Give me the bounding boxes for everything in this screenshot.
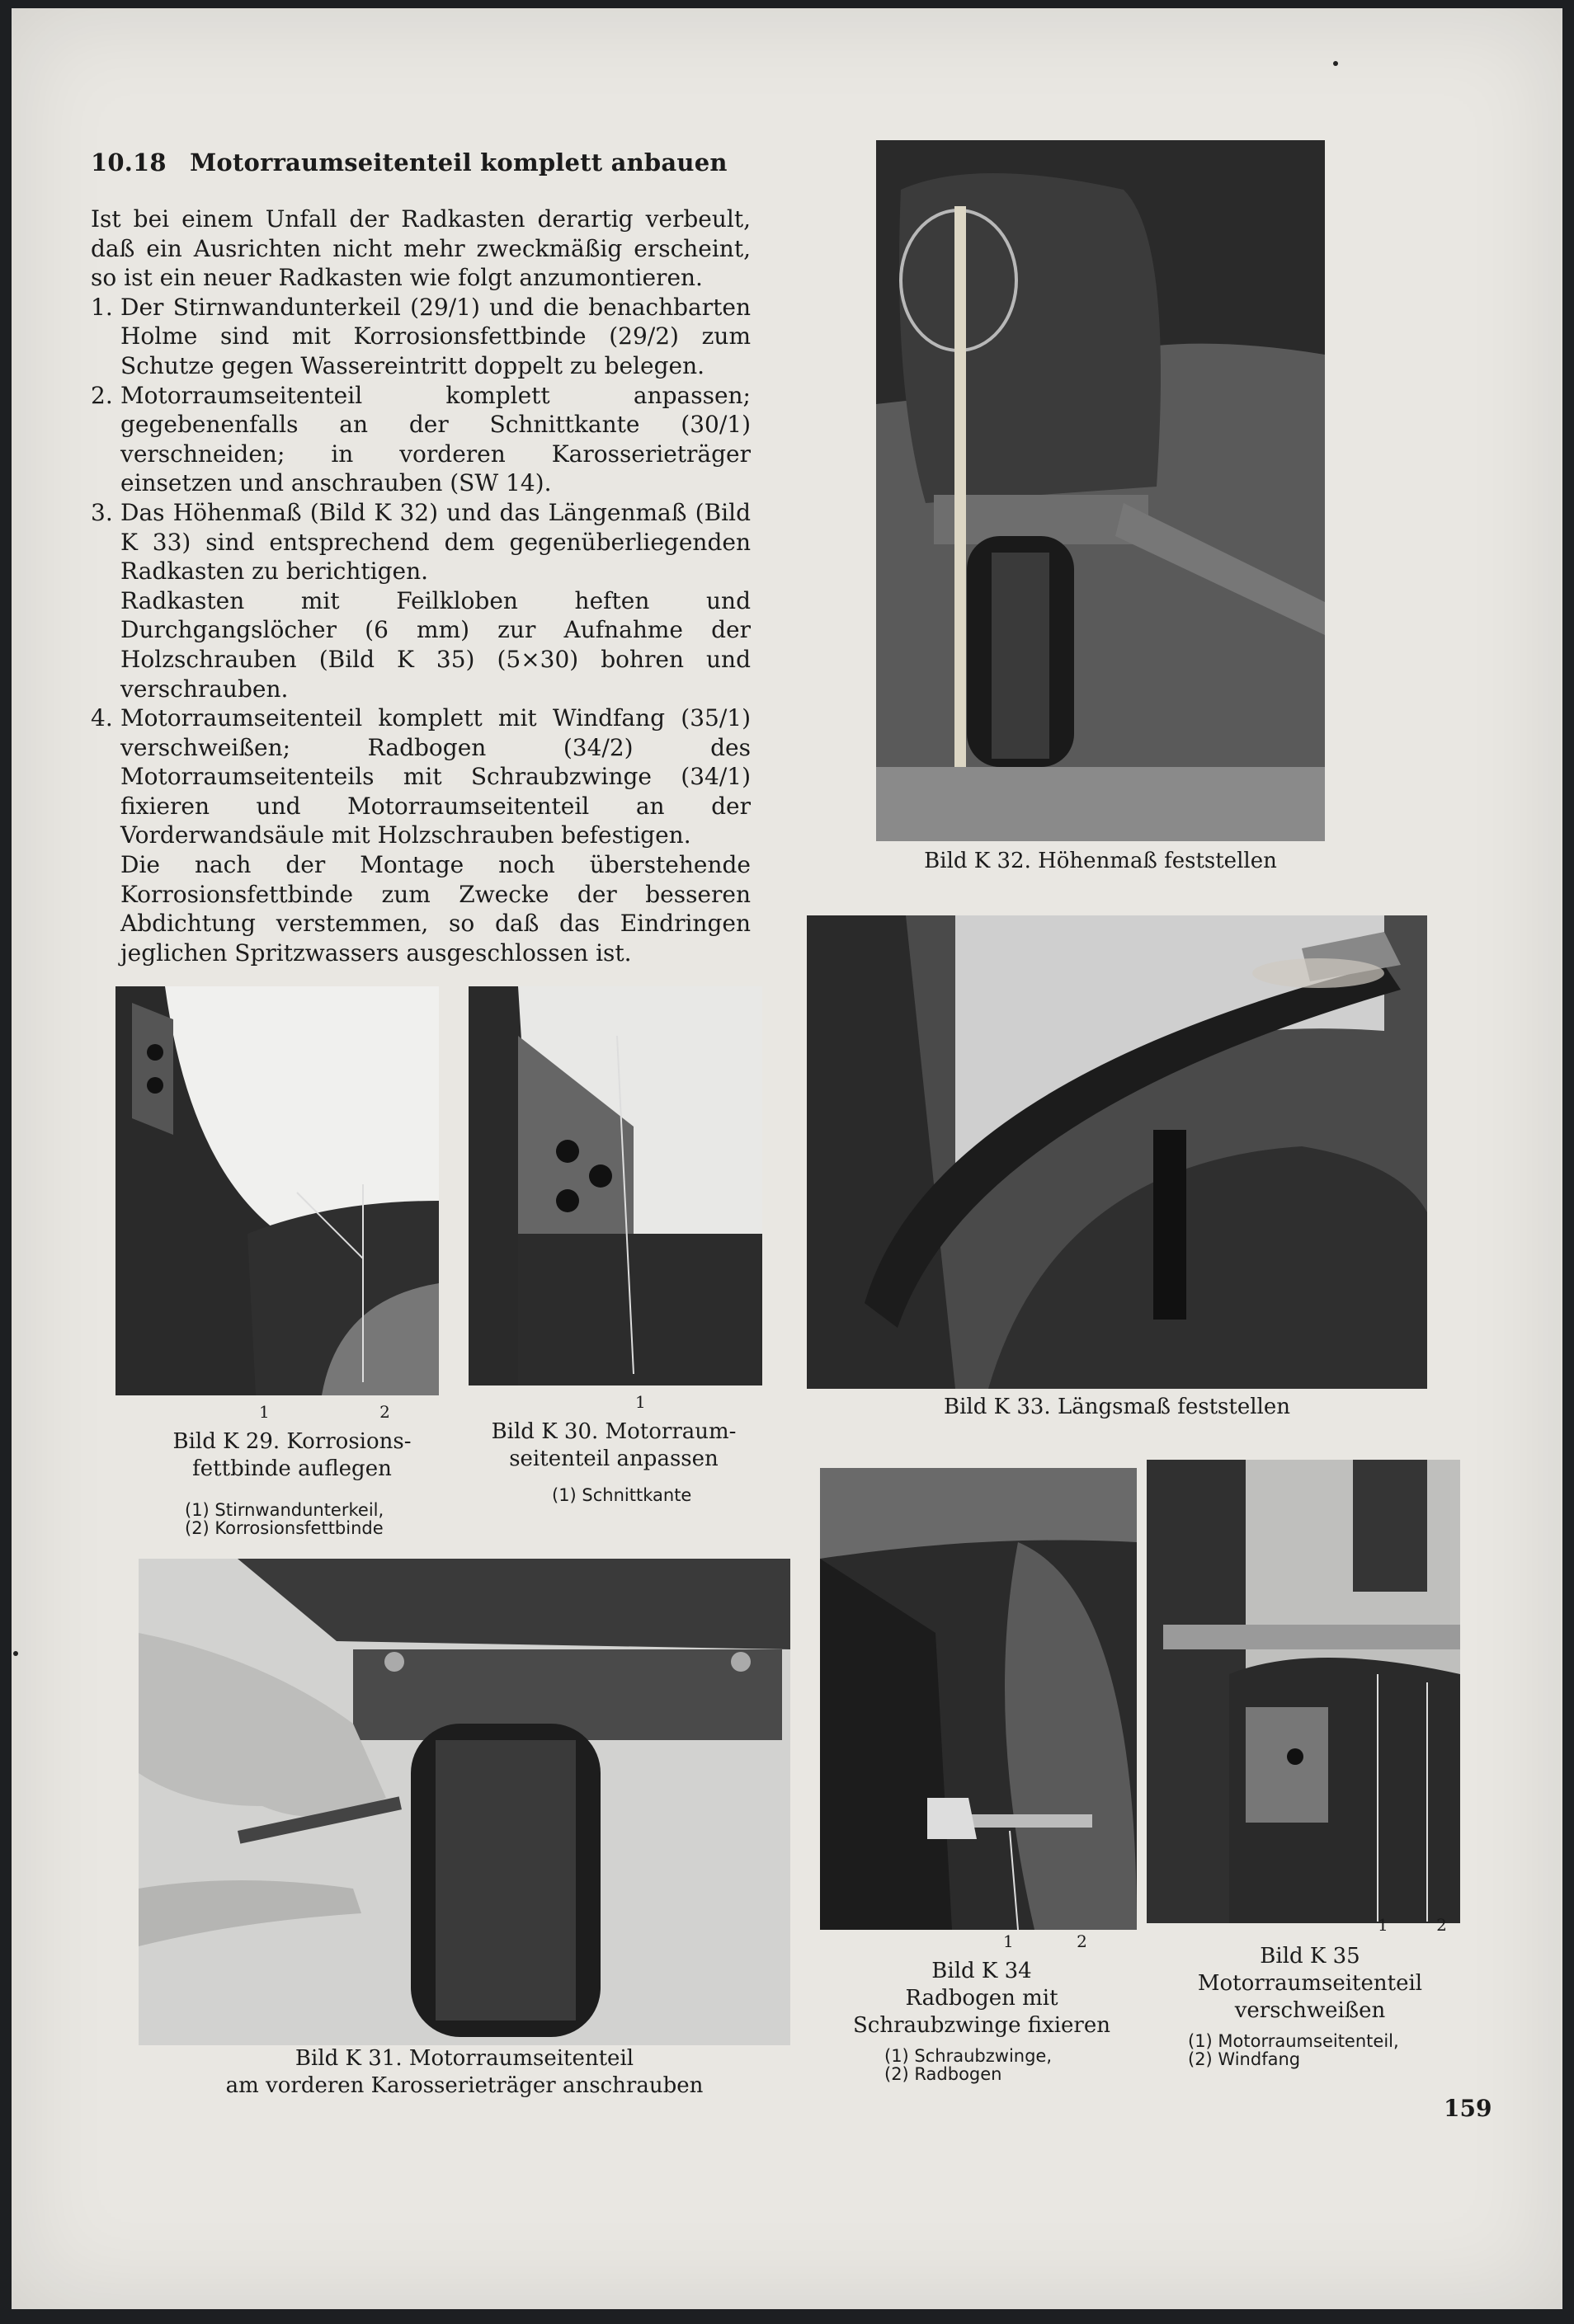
caption-k30 bbox=[474, 1418, 754, 1473]
step-text: Motorraumseitenteil komplett anpassen; gegebenenfalls an der Schnittkante (30/1) verschneiden; in vorderen Karosserieträger einsetzen und anschrauben (SW 14). bbox=[120, 381, 751, 497]
photo-k35 bbox=[1147, 1460, 1460, 1923]
caption-k31 bbox=[139, 2045, 790, 2100]
step-continuation: Radkasten mit Feilkloben heften und Durchgangslöcher (6 mm) zur Aufnahme der Holzschrauben (Bild K 35) (5×30) bohren und verschrauben. bbox=[120, 586, 751, 703]
caption-line: Bild K 34 bbox=[931, 1959, 1032, 1983]
step-continuation: Die nach der Montage noch überstehende Korrosionsfettbinde zum Zwecke der besseren Abdichtung verstemmen, so daß das Eindringen jeglichen Spritzwassers ausgeschlossen ist. bbox=[120, 851, 751, 967]
legend-k29 bbox=[185, 1501, 384, 1537]
mark-1: 1 bbox=[635, 1392, 646, 1412]
legend-line: (1) Schraubzwinge, bbox=[884, 2046, 1053, 2066]
caption-line: seitenteil anpassen bbox=[509, 1447, 719, 1471]
mark-2: 2 bbox=[1436, 1915, 1447, 1935]
intro-paragraph: Ist bei einem Unfall der Radkasten derartig verbeult, daß ein Ausrichten nicht mehr zweckmäßig erscheint, so ist ein neuer Radkasten wie folgt anzumontieren. bbox=[91, 205, 751, 292]
photo-k34-marks bbox=[1003, 1931, 1102, 1951]
caption-line: am vorderen Karosserieträger anschrauben bbox=[225, 2073, 704, 2098]
caption-line: Motorraumseitenteil bbox=[1197, 1971, 1423, 1996]
legend-line: (1) Motorraumseitenteil, bbox=[1188, 2031, 1399, 2051]
legend-k30 bbox=[552, 1486, 691, 1504]
photo-k34 bbox=[820, 1468, 1137, 1930]
step-number: 3. bbox=[91, 498, 113, 526]
step-number: 1. bbox=[91, 293, 113, 321]
legend-line: (2) Korrosionsfettbinde bbox=[185, 1518, 384, 1538]
step-text: Das Höhenmaß (Bild K 32) und das Längenmaß (Bild K 33) sind entsprechend dem gegenüberliegenden Radkasten zu berichtigen. bbox=[120, 498, 751, 586]
mark-2: 2 bbox=[1077, 1931, 1087, 1951]
section-number: 10.18 bbox=[91, 148, 167, 176]
photo-k32 bbox=[876, 140, 1325, 841]
caption-k35 bbox=[1162, 1943, 1459, 2025]
mark-1: 1 bbox=[1378, 1915, 1388, 1935]
caption-k34 bbox=[833, 1958, 1130, 2039]
caption-k33: Bild K 33. Längsmaß feststellen bbox=[944, 1395, 1290, 1419]
section-title: Motorraumseitenteil komplett anbauen bbox=[190, 148, 728, 176]
caption-line: Radbogen mit bbox=[905, 1986, 1058, 2011]
ink-dot bbox=[13, 1651, 18, 1656]
step-number: 2. bbox=[91, 381, 113, 409]
step-item bbox=[91, 293, 751, 381]
step-number: 4. bbox=[91, 704, 113, 732]
photo-k33 bbox=[807, 915, 1427, 1389]
section-heading bbox=[91, 148, 728, 176]
photo-k35-marks bbox=[1378, 1915, 1460, 1935]
photo-k29-marks bbox=[259, 1402, 408, 1422]
caption-line: verschweißen bbox=[1234, 1998, 1386, 2023]
legend-line: (2) Windfang bbox=[1188, 2049, 1301, 2069]
mark-2: 2 bbox=[379, 1402, 390, 1422]
caption-line: Bild K 30. Motorraum- bbox=[491, 1419, 737, 1444]
photo-k30 bbox=[469, 986, 762, 1385]
photo-k30-marks bbox=[635, 1392, 646, 1412]
instruction-text bbox=[91, 205, 751, 967]
photo-k29 bbox=[115, 986, 439, 1395]
step-item bbox=[91, 703, 751, 967]
step-item bbox=[91, 498, 751, 703]
mark-1: 1 bbox=[1003, 1931, 1014, 1951]
legend-k34 bbox=[884, 2047, 1052, 2083]
step-item bbox=[91, 381, 751, 498]
step-text: Der Stirnwandunterkeil (29/1) und die benachbarten Holme sind mit Korrosionsfettbinde (29/2) zum Schutze gegen Wassereintritt doppelt zu belegen. bbox=[120, 293, 751, 379]
ink-dot bbox=[1333, 61, 1338, 66]
legend-line: (2) Radbogen bbox=[884, 2064, 1002, 2084]
photo-k31 bbox=[139, 1559, 790, 2045]
caption-k32: Bild K 32. Höhenmaß feststellen bbox=[924, 849, 1277, 873]
caption-line: fettbinde auflegen bbox=[192, 1456, 392, 1481]
mark-1: 1 bbox=[259, 1402, 270, 1422]
manual-page bbox=[12, 8, 1562, 2309]
caption-line: Bild K 29. Korrosions- bbox=[172, 1429, 412, 1454]
legend-line: (1) Schnittkante bbox=[552, 1485, 692, 1505]
caption-line: Schraubzwinge fixieren bbox=[852, 2013, 1110, 2038]
page-number: 159 bbox=[1444, 2095, 1492, 2122]
step-text: Motorraumseitenteil komplett mit Windfang (35/1) verschweißen; Radbogen (34/2) des Motorraumseitenteils mit Schraubzwinge (34/1) fixieren und Motorraumseitenteil an der Vorderwandsäule mit Holzschrauben befestigen. bbox=[120, 704, 751, 849]
caption-line: Bild K 35 bbox=[1260, 1944, 1360, 1969]
caption-line: Bild K 31. Motorraumseitenteil bbox=[295, 2046, 634, 2071]
step-list bbox=[91, 293, 751, 968]
legend-line: (1) Stirnwandunterkeil, bbox=[185, 1500, 384, 1520]
caption-k29 bbox=[135, 1428, 449, 1483]
legend-k35 bbox=[1188, 2032, 1399, 2068]
